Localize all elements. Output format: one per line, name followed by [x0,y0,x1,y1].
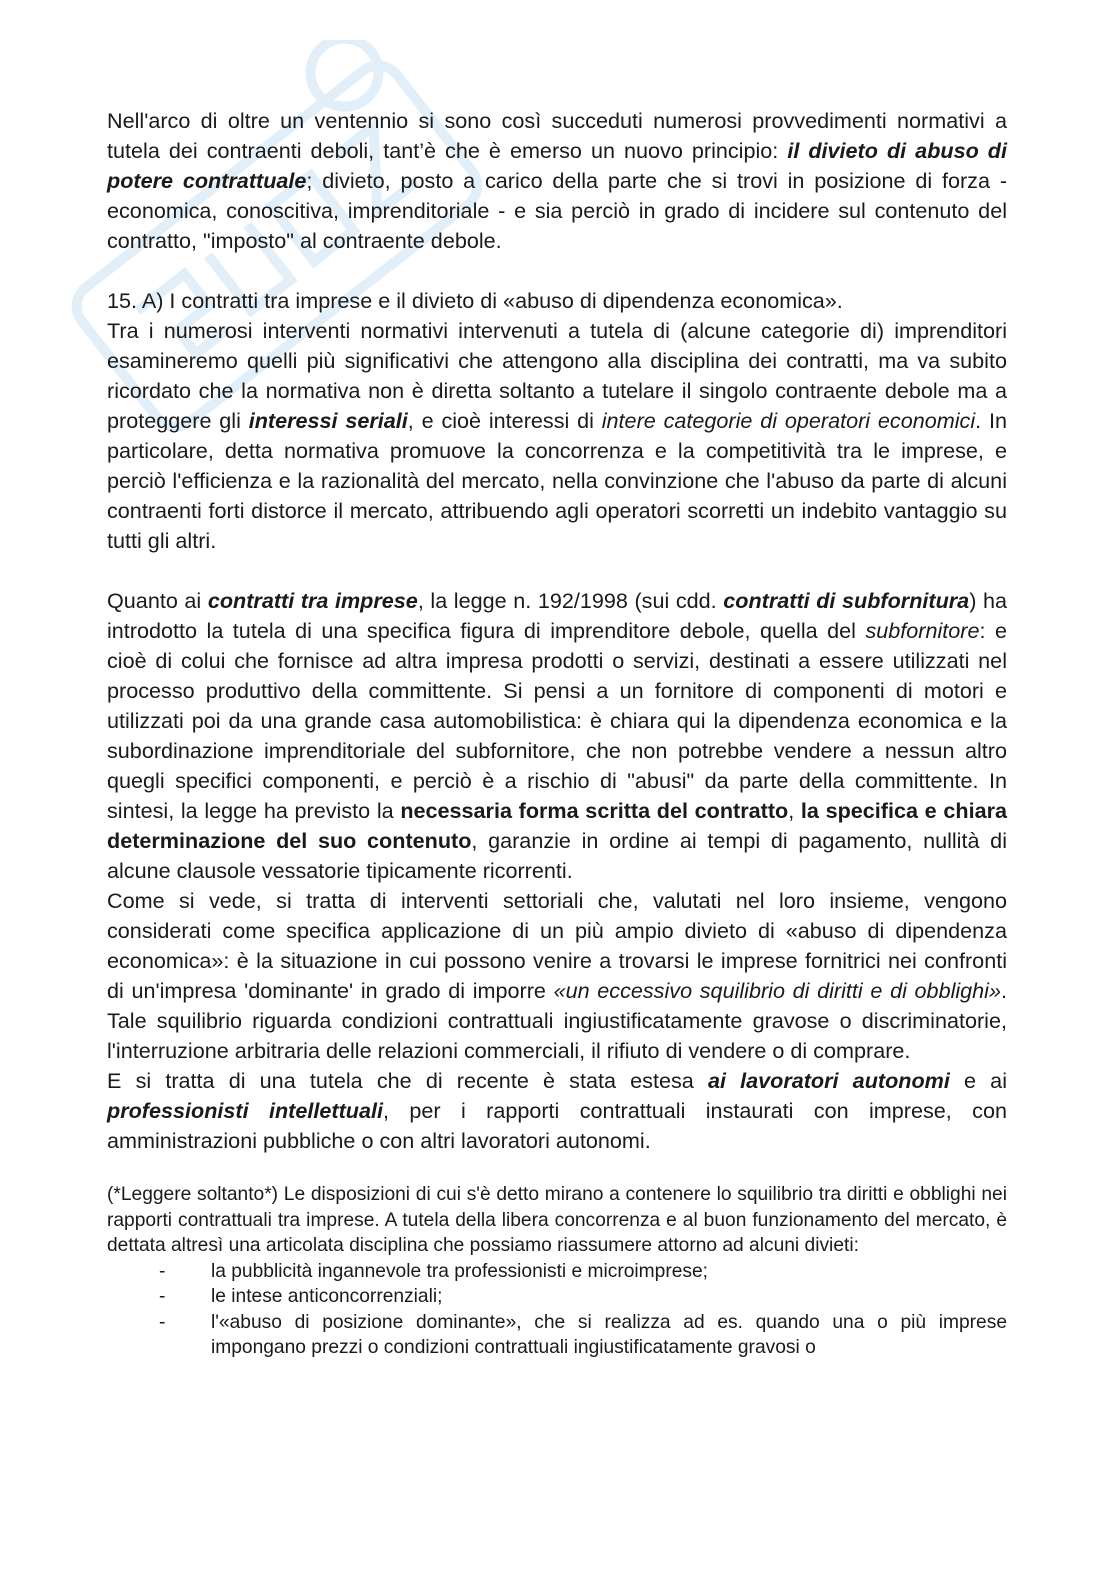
emphasis-interessi-seriali: interessi seriali [248,408,408,433]
emphasis-contratti-tra-imprese: contratti tra imprese [207,588,418,613]
emphasis-forma-scritta: necessaria forma scritta del contratto [400,798,789,823]
divieti-list [107,1259,1007,1361]
emphasis-contratti-subfornitura: contratti di subfornitura [723,588,970,613]
list-item: - le intese anticoncorrenziali; [107,1284,1007,1310]
paragraph-interventi-normativi: Tra i numerosi interventi normativi intervenuti a tutela di (alcune categorie di) imprenditori esamineremo quelli più significativi che attengono alla disciplina dei contratti, ma va subito ricordato che la normativa non è diretta soltanto a tutelare il singolo contraente debole ma a proteggere gli interessi seriali, e cioè interessi di intere categorie di operatori economici. In particolare, detta normativa promuove la concorrenza e la competitività tra le imprese, e perciò l'efficienza e la razionalità del mercato, nella convinzione che l'abuso da parte di alcuni contraenti forti distorce il mercato, attribuendo agli operatori scorretti un indebito vantaggio su tutti gli altri. [107,318,1007,553]
document-body [107,106,1007,1361]
emphasis-determinazione-contenuto: la specifica e chiara determinazione del suo contenuto [107,798,1007,853]
section-heading: 15. A) I contratti tra imprese e il divieto di «abuso di dipendenza economica». [107,288,843,313]
emphasis-subfornitore: subfornitore [865,618,980,643]
emphasis-lavoratori-autonomi: ai lavoratori autonomi [707,1068,950,1093]
emphasis-squilibrio: «un eccessivo squilibrio di diritti e di obblighi» [553,978,1001,1003]
dash-bullet: - [159,1286,166,1307]
emphasis-intere-categorie: intere categorie di operatori economici [601,408,976,433]
paragraph-subfornitura: Quanto ai contratti tra imprese, la legge n. 192/1998 (sui cdd. contratti di subfornitura) ha introdotto la tutela di una specifica figura di imprenditore debole, quella del subfornitore: e cioè di colui che fornisce ad altra impresa prodotti o servizi, destinati a essere utilizzati nel processo produttivo della committente. Si pensi a un fornitore di componenti di motori e utilizzati poi da una grande casa automobilistica: è chiara qui la dipendenza economica e la subordinazione imprenditoriale del subfornitore, che non potrebbe vendere a nessun altro quegli specifici componenti, e perciò è a rischio di "abusi" da parte della committente. In sintesi, la legge ha previsto la necessaria forma scritta del contratto, la specifica e chiara determinazione del suo contenuto, garanzie in ordine ai tempi di pagamento, nullità di alcune clausole vessatorie tipicamente ricorrenti. [107,588,1007,883]
paragraph-lavoratori-autonomi: E si tratta di una tutela che di recente è stata estesa ai lavoratori autonomi e ai professionisti intellettuali, per i rapporti contrattuali instaurati con imprese, con amministrazioni pubbliche o con altri lavoratori autonomi. [107,1068,1007,1153]
dash-bullet: - [159,1260,166,1282]
list-item: - l'«abuso di posizione dominante», che si realizza ad es. quando una o più imprese impongano prezzi o condizioni contrattuali ingiustificatamente gravosi o [159,1311,1007,1358]
paragraph-abuso-potere: Nell'arco di oltre un ventennio si sono così succeduti numerosi provvedimenti normativi a tutela dei contraenti deboli, tant’è che è emerso un nuovo principio: il divieto di abuso di potere contrattuale; divieto, posto a carico della parte che si trovi in posizione di forza - economica, conoscitiva, imprenditoriale - e sia perciò in grado di incidere sul contenuto del contratto, "imposto" al contraente debole. [107,108,1008,253]
dash-bullet: - [159,1311,166,1333]
emphasis-divieto-abuso: il divieto di abuso di potere contrattuale [107,138,1007,193]
paragraph-leggere-soltanto: (*Leggere soltanto*) Le disposizioni di cui s'è detto mirano a contenere lo squilibrio tra diritti e obblighi nei rapporti contrattuali tra imprese. A tutela della libera concorrenza e al buon funzionamento del mercato, è dettata altresì una articolata disciplina che possiamo riassumere attorno ad alcuni divieti: [107,1184,1007,1256]
list-item: - la pubblicità ingannevole tra professionisti e microimprese; [107,1259,1007,1285]
emphasis-professionisti-intellettuali: professionisti intellettuali [107,1098,383,1123]
paragraph-dipendenza-economica: Come si vede, si tratta di interventi settoriali che, valutati nel loro insieme, vengono considerati come specifica applicazione di un più ampio divieto di «abuso di dipendenza economica»: è la situazione in cui possono venire a trovarsi le imprese fornitrici nei confronti di un'impresa 'dominante' in grado di imporre «un eccessivo squilibrio di diritti e di obblighi». Tale squilibrio riguarda condizioni contrattuali ingiustificatamente gravose o discriminatorie, l'interruzione arbitraria delle relazioni commerciali, il rifiuto di vendere o di comprare. [107,888,1007,1063]
